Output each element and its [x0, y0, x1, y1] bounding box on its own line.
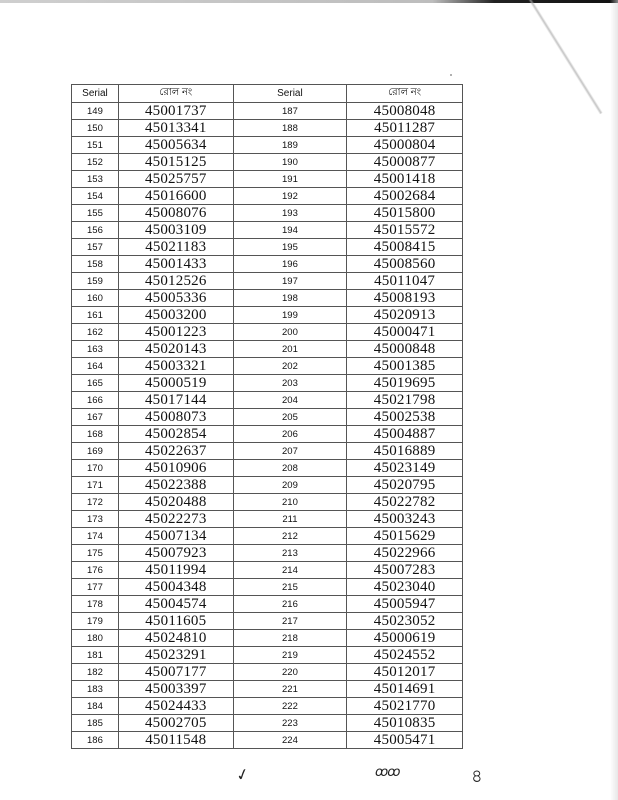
serial-left-cell: 172	[72, 494, 119, 511]
scan-right-shadow	[610, 0, 618, 800]
roll-left-cell: 45020143	[118, 341, 233, 358]
roll-right-cell: 45004887	[347, 426, 463, 443]
serial-left-cell: 165	[72, 375, 119, 392]
serial-right-cell: 195	[233, 239, 347, 256]
table-row	[72, 494, 463, 511]
serial-left-cell: 152	[72, 154, 119, 171]
roll-right-cell: 45022966	[347, 545, 463, 562]
roll-right-cell: 45020795	[347, 477, 463, 494]
roll-left-cell: 45005336	[118, 290, 233, 307]
roll-left-cell: 45007134	[118, 528, 233, 545]
table-row	[72, 545, 463, 562]
serial-left-cell: 158	[72, 256, 119, 273]
table-row	[72, 528, 463, 545]
serial-right-cell: 194	[233, 222, 347, 239]
roll-right-cell: 45008560	[347, 256, 463, 273]
roll-right-cell: 45005471	[347, 732, 463, 749]
serial-right-cell: 204	[233, 392, 347, 409]
scan-speck	[450, 74, 452, 76]
serial-right-cell: 224	[233, 732, 347, 749]
roll-left-cell: 45022637	[118, 443, 233, 460]
serial-left-cell: 185	[72, 715, 119, 732]
roll-right-cell: 45000471	[347, 324, 463, 341]
roll-left-cell: 45021183	[118, 239, 233, 256]
roll-left-cell: 45004574	[118, 596, 233, 613]
table-row	[72, 443, 463, 460]
table-header-row	[72, 85, 463, 103]
serial-left-cell: 154	[72, 188, 119, 205]
roll-left-cell: 45011994	[118, 562, 233, 579]
serial-left-cell: 167	[72, 409, 119, 426]
serial-right-cell: 203	[233, 375, 347, 392]
serial-left-cell: 164	[72, 358, 119, 375]
roll-left-cell: 45007177	[118, 664, 233, 681]
serial-right-cell: 198	[233, 290, 347, 307]
table-row	[72, 715, 463, 732]
roll-right-cell: 45002684	[347, 188, 463, 205]
table-row	[72, 205, 463, 222]
roll-left-cell: 45003200	[118, 307, 233, 324]
table-row	[72, 579, 463, 596]
table-row	[72, 171, 463, 188]
serial-right-cell: 222	[233, 698, 347, 715]
roll-left-cell: 45010906	[118, 460, 233, 477]
table-row	[72, 392, 463, 409]
serial-right-cell: 208	[233, 460, 347, 477]
roll-right-cell: 45023040	[347, 579, 463, 596]
serial-right-cell: 219	[233, 647, 347, 664]
serial-right-cell: 197	[233, 273, 347, 290]
serial-left-cell: 163	[72, 341, 119, 358]
roll-left-cell: 45022273	[118, 511, 233, 528]
table-row	[72, 409, 463, 426]
roll-left-cell: 45005634	[118, 137, 233, 154]
serial-right-cell: 210	[233, 494, 347, 511]
roll-left-cell: 45025757	[118, 171, 233, 188]
serial-right-cell: 205	[233, 409, 347, 426]
serial-left-cell: 183	[72, 681, 119, 698]
roll-number-table	[71, 84, 463, 749]
roll-right-cell: 45011287	[347, 120, 463, 137]
serial-left-cell: 149	[72, 103, 119, 120]
roll-right-cell: 45001418	[347, 171, 463, 188]
page-fold-crease	[528, 0, 603, 114]
serial-right-cell: 199	[233, 307, 347, 324]
roll-left-cell: 45002854	[118, 426, 233, 443]
table-row	[72, 137, 463, 154]
table-body	[72, 103, 463, 749]
roll-left-cell: 45001433	[118, 256, 233, 273]
roll-left-cell: 45004348	[118, 579, 233, 596]
table-row	[72, 681, 463, 698]
roll-left-cell: 45008073	[118, 409, 233, 426]
page-number: ৪	[471, 766, 483, 787]
roll-left-cell: 45000519	[118, 375, 233, 392]
roll-right-cell: 45021798	[347, 392, 463, 409]
serial-right-cell: 223	[233, 715, 347, 732]
table-row	[72, 222, 463, 239]
serial-right-cell: 193	[233, 205, 347, 222]
table-row	[72, 307, 463, 324]
roll-left-cell: 45003321	[118, 358, 233, 375]
serial-left-cell: 182	[72, 664, 119, 681]
serial-left-cell: 151	[72, 137, 119, 154]
signature: ꝏꝏ	[375, 765, 400, 780]
serial-left-cell: 155	[72, 205, 119, 222]
roll-right-cell: 45022782	[347, 494, 463, 511]
table-row	[72, 188, 463, 205]
roll-left-cell: 45011605	[118, 613, 233, 630]
serial-left-cell: 178	[72, 596, 119, 613]
roll-right-cell: 45024552	[347, 647, 463, 664]
roll-right-cell: 45007283	[347, 562, 463, 579]
table-row	[72, 341, 463, 358]
serial-right-cell: 189	[233, 137, 347, 154]
table-row	[72, 477, 463, 494]
roll-right-cell: 45014691	[347, 681, 463, 698]
serial-right-cell: 201	[233, 341, 347, 358]
serial-right-cell: 217	[233, 613, 347, 630]
roll-right-cell: 45015572	[347, 222, 463, 239]
scan-top-edge	[0, 0, 618, 3]
roll-left-cell: 45013341	[118, 120, 233, 137]
serial-left-cell: 150	[72, 120, 119, 137]
serial-left-cell: 171	[72, 477, 119, 494]
roll-left-cell: 45001223	[118, 324, 233, 341]
roll-left-cell: 45003109	[118, 222, 233, 239]
table-row	[72, 664, 463, 681]
serial-right-cell: 209	[233, 477, 347, 494]
serial-left-cell: 186	[72, 732, 119, 749]
header-serial-left: Serial	[72, 85, 119, 103]
table-row	[72, 273, 463, 290]
roll-left-cell: 45003397	[118, 681, 233, 698]
roll-right-cell: 45003243	[347, 511, 463, 528]
roll-right-cell: 45016889	[347, 443, 463, 460]
table-row	[72, 375, 463, 392]
serial-right-cell: 221	[233, 681, 347, 698]
roll-left-cell: 45015125	[118, 154, 233, 171]
serial-left-cell: 184	[72, 698, 119, 715]
serial-left-cell: 162	[72, 324, 119, 341]
roll-right-cell: 45011047	[347, 273, 463, 290]
serial-left-cell: 156	[72, 222, 119, 239]
serial-left-cell: 175	[72, 545, 119, 562]
table-row	[72, 324, 463, 341]
table-row	[72, 358, 463, 375]
table-row	[72, 732, 463, 749]
tick-mark: ✓	[233, 763, 252, 786]
table-row	[72, 426, 463, 443]
table-row	[72, 511, 463, 528]
serial-right-cell: 202	[233, 358, 347, 375]
roll-right-cell: 45021770	[347, 698, 463, 715]
roll-right-cell: 45012017	[347, 664, 463, 681]
roll-left-cell: 45011548	[118, 732, 233, 749]
table-row	[72, 562, 463, 579]
roll-right-cell: 45023052	[347, 613, 463, 630]
serial-right-cell: 216	[233, 596, 347, 613]
serial-left-cell: 179	[72, 613, 119, 630]
serial-right-cell: 212	[233, 528, 347, 545]
serial-right-cell: 200	[233, 324, 347, 341]
serial-left-cell: 161	[72, 307, 119, 324]
roll-right-cell: 45020913	[347, 307, 463, 324]
serial-left-cell: 174	[72, 528, 119, 545]
serial-right-cell: 211	[233, 511, 347, 528]
roll-right-cell: 45005947	[347, 596, 463, 613]
table-row	[72, 698, 463, 715]
table-row	[72, 290, 463, 307]
serial-left-cell: 173	[72, 511, 119, 528]
roll-right-cell: 45015800	[347, 205, 463, 222]
serial-right-cell: 190	[233, 154, 347, 171]
roll-left-cell: 45007923	[118, 545, 233, 562]
roll-right-cell: 45008193	[347, 290, 463, 307]
roll-right-cell: 45015629	[347, 528, 463, 545]
table-row	[72, 596, 463, 613]
serial-left-cell: 157	[72, 239, 119, 256]
serial-left-cell: 177	[72, 579, 119, 596]
roll-left-cell: 45022388	[118, 477, 233, 494]
serial-left-cell: 180	[72, 630, 119, 647]
roll-right-cell: 45001385	[347, 358, 463, 375]
table-row	[72, 103, 463, 120]
roll-left-cell: 45016600	[118, 188, 233, 205]
header-roll-left: রোল নং	[118, 85, 233, 103]
roll-right-cell: 45008415	[347, 239, 463, 256]
serial-left-cell: 159	[72, 273, 119, 290]
serial-right-cell: 215	[233, 579, 347, 596]
table-row	[72, 256, 463, 273]
serial-left-cell: 168	[72, 426, 119, 443]
roll-left-cell: 45017144	[118, 392, 233, 409]
serial-right-cell: 191	[233, 171, 347, 188]
table-row	[72, 460, 463, 477]
table-row	[72, 120, 463, 137]
roll-left-cell: 45008076	[118, 205, 233, 222]
serial-right-cell: 206	[233, 426, 347, 443]
roll-right-cell: 45010835	[347, 715, 463, 732]
roll-left-cell: 45020488	[118, 494, 233, 511]
serial-right-cell: 187	[233, 103, 347, 120]
serial-right-cell: 220	[233, 664, 347, 681]
roll-right-cell: 45000619	[347, 630, 463, 647]
roll-right-cell: 45000804	[347, 137, 463, 154]
roll-right-cell: 45000848	[347, 341, 463, 358]
roll-right-cell: 45008048	[347, 103, 463, 120]
roll-left-cell: 45024810	[118, 630, 233, 647]
roll-left-cell: 45002705	[118, 715, 233, 732]
roll-left-cell: 45001737	[118, 103, 233, 120]
serial-right-cell: 192	[233, 188, 347, 205]
table-row	[72, 154, 463, 171]
serial-left-cell: 181	[72, 647, 119, 664]
roll-right-cell: 45002538	[347, 409, 463, 426]
serial-right-cell: 213	[233, 545, 347, 562]
table-row	[72, 613, 463, 630]
serial-left-cell: 170	[72, 460, 119, 477]
serial-left-cell: 176	[72, 562, 119, 579]
serial-left-cell: 153	[72, 171, 119, 188]
roll-right-cell: 45000877	[347, 154, 463, 171]
header-roll-right: রোল নং	[347, 85, 463, 103]
serial-right-cell: 196	[233, 256, 347, 273]
roll-right-cell: 45023149	[347, 460, 463, 477]
serial-right-cell: 207	[233, 443, 347, 460]
roll-left-cell: 45024433	[118, 698, 233, 715]
header-serial-right: Serial	[233, 85, 347, 103]
serial-left-cell: 169	[72, 443, 119, 460]
table-row	[72, 239, 463, 256]
roll-left-cell: 45023291	[118, 647, 233, 664]
table-row	[72, 647, 463, 664]
serial-left-cell: 166	[72, 392, 119, 409]
table-row	[72, 630, 463, 647]
roll-left-cell: 45012526	[118, 273, 233, 290]
serial-right-cell: 188	[233, 120, 347, 137]
serial-left-cell: 160	[72, 290, 119, 307]
serial-right-cell: 218	[233, 630, 347, 647]
serial-right-cell: 214	[233, 562, 347, 579]
roll-right-cell: 45019695	[347, 375, 463, 392]
